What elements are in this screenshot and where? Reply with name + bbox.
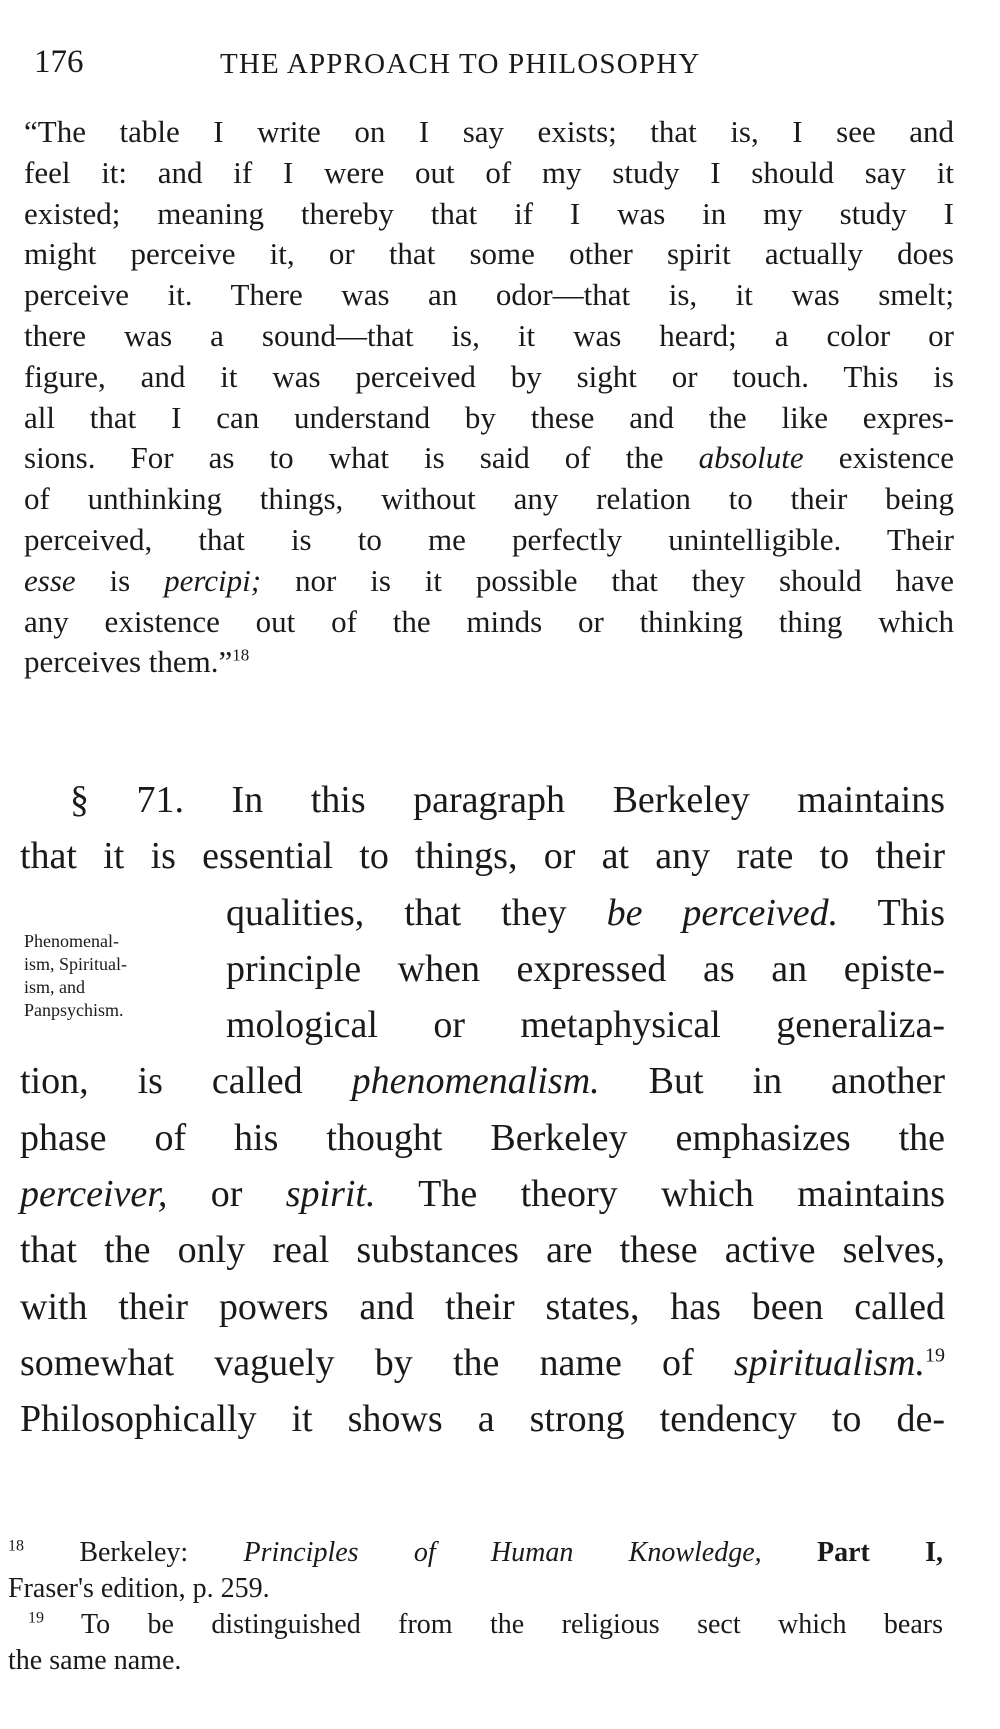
paragraph-line: with their powers and their states, has been called <box>20 1285 945 1328</box>
footnote-ref-18[interactable]: 18 <box>232 646 250 666</box>
footnote-text: To be distinguished from the religious sect which bears <box>80 1609 943 1640</box>
emphasis-be-perceived: be perceived. <box>606 891 839 934</box>
berkeley-quotation <box>24 112 954 683</box>
quote-text: sions. For as to what is said of the <box>24 440 664 476</box>
quote-text: is <box>109 562 131 598</box>
quote-line <box>24 438 954 479</box>
paragraph-line: principle when expressed as an episte- <box>226 947 945 990</box>
footnote-18-continued: Fraser's edition, p. 259. <box>8 1573 270 1604</box>
footnote-18 <box>8 1535 943 1571</box>
page-number: 176 <box>34 44 84 80</box>
margin-note-line: Panpsychism. <box>24 1000 124 1020</box>
quote-line: there was a sound—that is, it was heard; a color or <box>24 317 954 353</box>
footnote-book-title: Principles of Human Knowledge, <box>243 1537 762 1568</box>
paragraph-line: that the only real substances are these active selves, <box>20 1229 945 1272</box>
footnotes <box>8 1535 943 1679</box>
footnote-text: Part I, <box>816 1537 944 1568</box>
quote-line: figure, and it was perceived by sight or touch. This is <box>24 358 954 394</box>
paragraph-text: But in another <box>648 1060 946 1103</box>
paragraph-line <box>20 1166 945 1222</box>
quote-line: perceive it. There was an odor—that is, it was smelt; <box>24 277 954 313</box>
emphasis-esse: esse <box>24 562 76 598</box>
paragraph-text: or <box>210 1173 243 1216</box>
paragraph-text: somewhat vaguely by the name of <box>20 1341 694 1384</box>
quote-line: any existence out of the minds or thinking thing which <box>24 603 954 639</box>
paragraph-text: tion, is called <box>20 1060 303 1103</box>
footnote-19-continued: the same name. <box>8 1645 182 1676</box>
quote-line: all that I can understand by these and the like expres- <box>24 399 954 435</box>
quote-text: existence <box>838 440 955 476</box>
footnote-number: 19 <box>28 1609 44 1627</box>
quote-line: existed; meaning thereby that if I was in my study I <box>24 195 954 231</box>
paragraph-line: § 71. In this paragraph Berkeley maintains <box>70 779 945 821</box>
emphasis-perceiver: perceiver, <box>20 1173 168 1216</box>
paragraph-line: that it is essential to things, or at any rate to their <box>20 835 945 878</box>
quote-line: feel it: and if I were out of my study I should say it <box>24 154 954 190</box>
emphasis-spiritualism: spiritualism. <box>733 1341 925 1384</box>
margin-note-line: ism, and <box>24 977 85 997</box>
paragraph-text: This <box>877 891 946 934</box>
quote-line: “The table I write on I say exists; that is, I see and <box>24 114 954 149</box>
quote-line <box>24 561 954 602</box>
quote-line: perceived, that is to me perfectly unintelligible. Their <box>24 521 954 557</box>
quote-text: perceives them.” <box>24 644 233 680</box>
footnote-ref-19[interactable]: 19 <box>925 1344 945 1367</box>
paragraph-line: Philosophically it shows a strong tendency to de- <box>20 1398 945 1441</box>
page-header <box>30 44 930 84</box>
quote-text: nor is it possible that they should have <box>295 562 955 598</box>
emphasis-spirit: spirit. <box>285 1173 376 1216</box>
emphasis-phenomenalism: phenomenalism. <box>351 1060 600 1103</box>
footnote-number: 18 <box>8 1537 24 1555</box>
margin-note-line: ism, Spiritual- <box>24 954 127 974</box>
margin-note-line: Phenomenal- <box>24 931 119 951</box>
paragraph-text: The theory which maintains <box>418 1173 945 1216</box>
section-71-paragraph <box>20 772 945 1448</box>
running-head: THE APPROACH TO PHILOSOPHY <box>220 48 701 80</box>
emphasis-absolute: absolute <box>698 440 804 476</box>
paragraph-line <box>20 1335 945 1391</box>
footnote-19 <box>8 1607 943 1643</box>
emphasis-percipi: percipi; <box>164 562 262 598</box>
paragraph-line <box>20 1053 945 1109</box>
footnote-text: Berkeley: <box>79 1537 189 1568</box>
paragraph-line: phase of his thought Berkeley emphasizes the <box>20 1116 945 1159</box>
paragraph-line: mological or metaphysical generaliza- <box>226 1004 945 1047</box>
quote-line <box>24 642 954 683</box>
quote-line: might perceive it, or that some other spirit actually does <box>24 236 954 272</box>
quote-line: of unthinking things, without any relation to their being <box>24 481 954 517</box>
marginal-note <box>24 930 214 1022</box>
paragraph-text: qualities, that they <box>226 891 567 934</box>
